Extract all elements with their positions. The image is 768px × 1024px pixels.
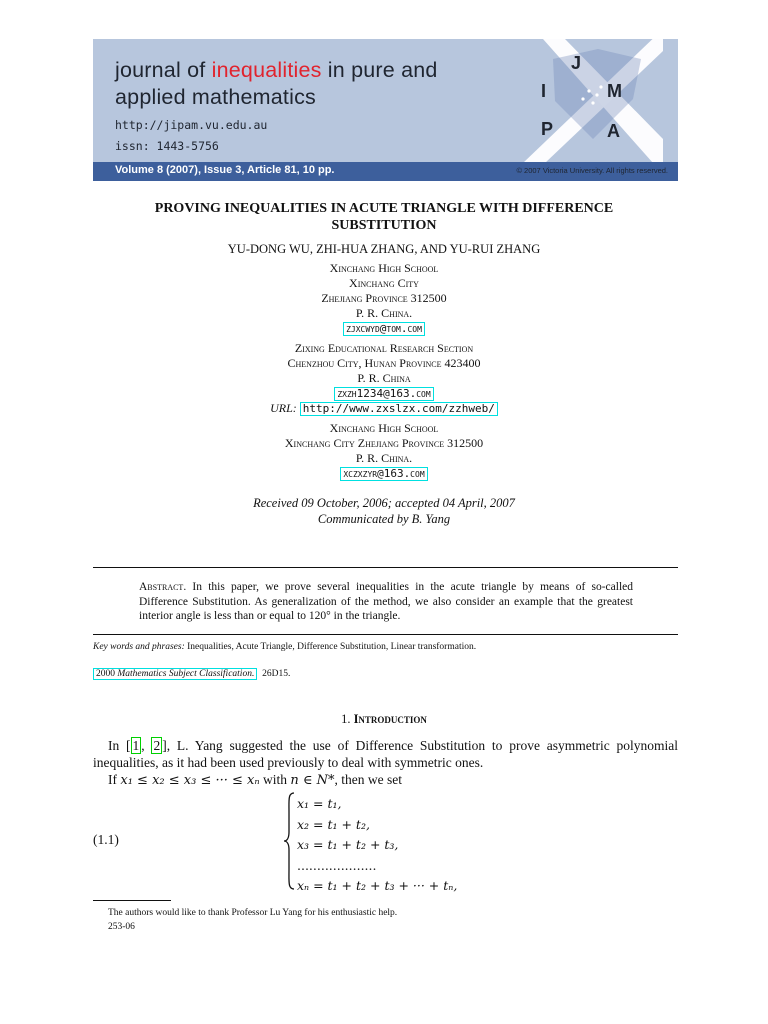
footnote-rule: [93, 900, 171, 901]
logo-letter-j: J: [571, 53, 582, 73]
email-link-3[interactable]: xczxzyr@163.com: [340, 467, 427, 481]
journal-url[interactable]: http://jipam.vu.edu.au: [115, 118, 268, 132]
equation-system: [297, 794, 457, 897]
journal-banner: [93, 39, 678, 181]
keywords: Key words and phrases: Inequalities, Acute Triangle, Difference Substitution, Linear transformation.: [93, 642, 477, 652]
author-list: YU-DONG WU, ZHI-HUA ZHANG, AND YU-RUI ZHANG: [227, 242, 541, 256]
affiliation-3: Xinchang High School Xinchang City Zhejiang Province 312500 P. R. China. xczxzyr@163.com: [284, 421, 484, 480]
logo-letter-a: A: [607, 121, 620, 141]
logo-letter-i: I: [541, 81, 547, 101]
affiliation-2: Zixing Educational Research Section Chenzhou City, Hunan Province 423400 P. R. China zxzh1234@163.com URL: http://www.zxslzx.com/zzhweb/: [0, 341, 768, 416]
equation-line: x₃ = t₁ + t₂ + t₃,: [297, 837, 399, 852]
section-heading: 1. Introduction: [341, 712, 427, 726]
affiliation-1: Xinchang High School Xinchang City Zhejiang Province 312500 P. R. China. zjxcwyd@tom.com: [321, 261, 447, 335]
volume-info: Volume 8 (2007), Issue 3, Article 81, 10 pp.: [115, 164, 335, 176]
journal-title: journal of inequalities in pure and applied mathematics: [115, 58, 438, 109]
msc-classification: 2000 Mathematics Subject Classification. 26D15.: [93, 669, 290, 679]
homepage-link[interactable]: http://www.zxslzx.com/zzhweb/: [300, 402, 498, 416]
citation-link-1[interactable]: 1: [132, 738, 140, 753]
document-number: 253-06: [108, 922, 135, 932]
left-brace: [283, 792, 295, 890]
citation-link-2[interactable]: 2: [153, 738, 161, 753]
abstract-top-rule: [93, 567, 678, 568]
abstract: Abstract. In this paper, we prove several inequalities in the acute triangle by means of so-called Difference Substitution. As generalization of the method, we also consider an example that the greatest interior angle is less than or equal to 120° in the triangle.: [139, 581, 633, 622]
paper-title: PROVING INEQUALITIES IN ACUTE TRIANGLE WITH DIFFERENCE SUBSTITUTION: [154, 201, 614, 233]
received-dates: Received 09 October, 2006; accepted 04 April, 2007 Communicated by B. Yang: [253, 496, 515, 526]
equation-line: x₁ = t₁,: [297, 796, 342, 811]
msc-link[interactable]: 2000 Mathematics Subject Classification.: [93, 668, 257, 680]
equation-line: xₙ = t₁ + t₂ + t₃ + ··· + tₙ,: [297, 878, 458, 893]
equation-line: ....................: [297, 857, 377, 873]
jipam-logo: [523, 39, 663, 163]
equation-label: (1.1): [93, 832, 119, 847]
logo-letter-m: M: [607, 81, 622, 101]
email-link-2[interactable]: zxzh1234@163.com: [334, 387, 433, 401]
footnote: The authors would like to thank Professor Lu Yang for his enthusiastic help. 253-06: [108, 908, 398, 932]
substitution-sentence: If x₁ ≤ x₂ ≤ x₃ ≤ ··· ≤ xₙ with n ∈ N*, then we set: [108, 772, 403, 788]
email-link-1[interactable]: zjxcwyd@tom.com: [343, 322, 425, 336]
logo-letter-p: P: [541, 119, 554, 139]
abstract-bottom-rule: [93, 634, 678, 635]
copyright-notice: © 2007 Victoria University. All rights reserved.: [516, 166, 668, 175]
journal-issn: issn: 1443-5756: [115, 139, 219, 153]
intro-paragraph: In [ 1 , 2 ], L. Yang suggested the use of Difference Substitution to prove asymmetric polynomial inequalities, as it had been used previously to deal with symmetric ones.: [93, 738, 679, 770]
url-line: URL: http://www.zxslzx.com/zzhweb/: [0, 401, 768, 416]
equation-line: x₂ = t₁ + t₂,: [297, 816, 370, 832]
